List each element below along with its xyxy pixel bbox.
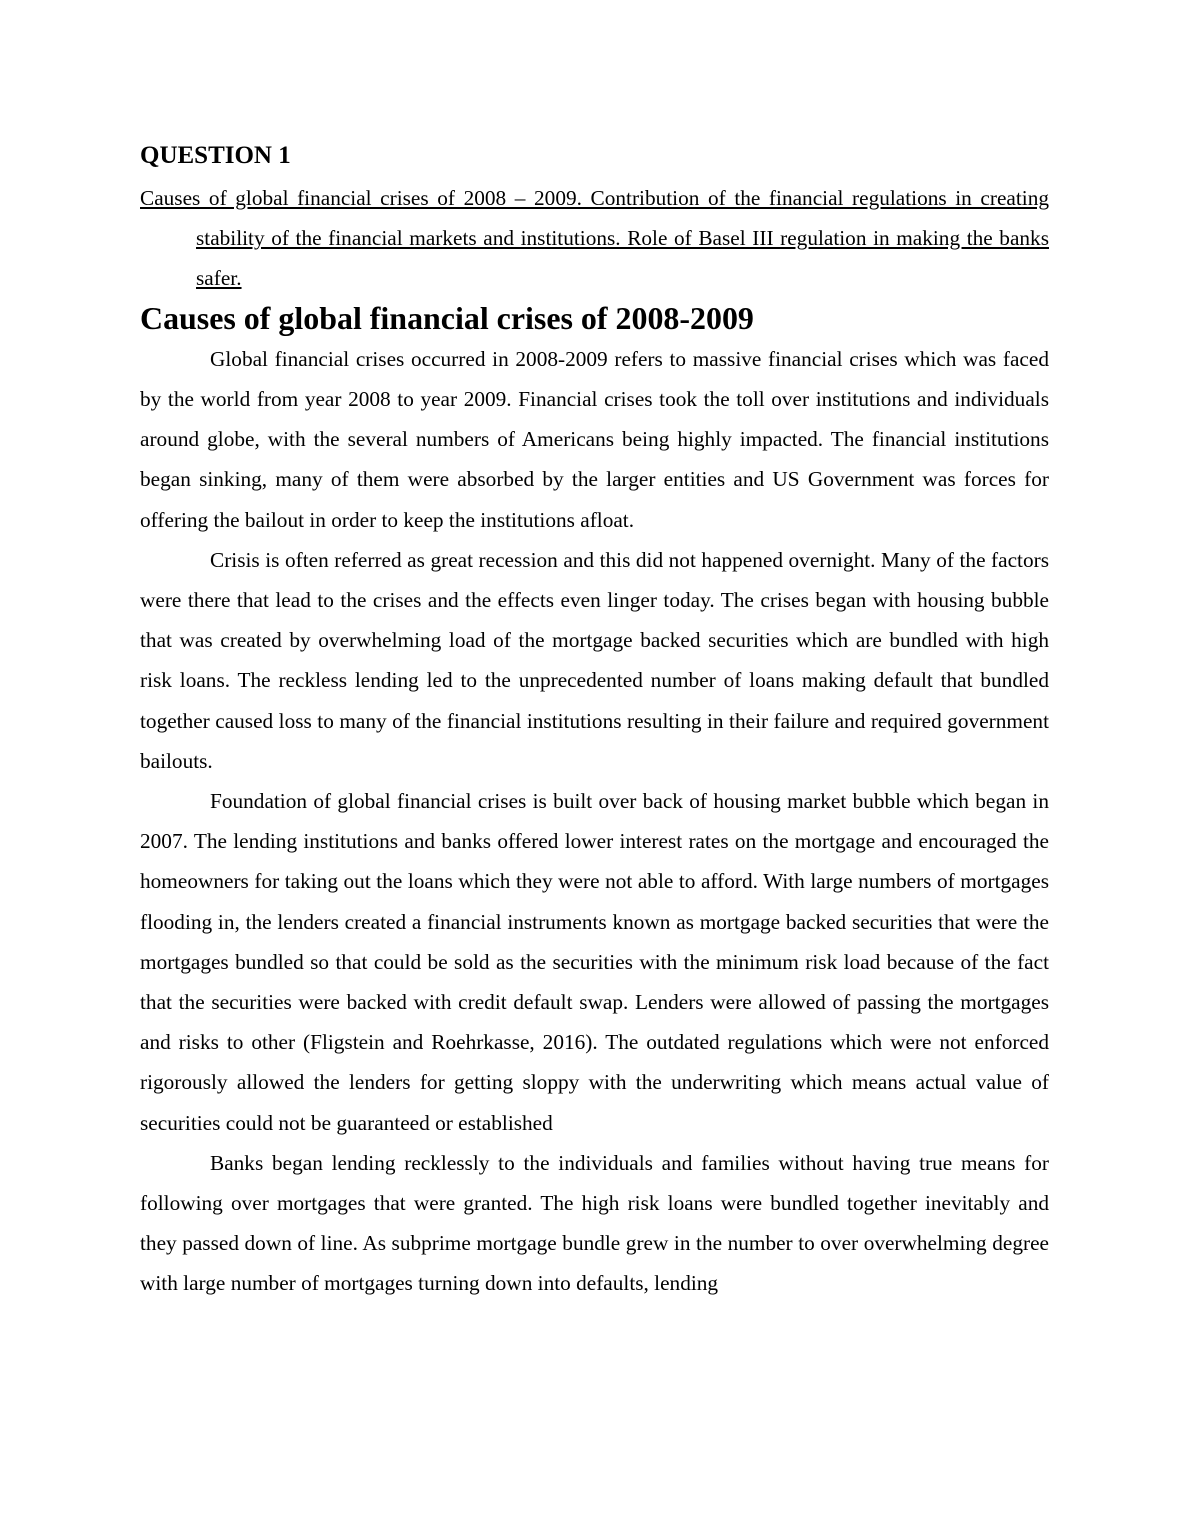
question-heading: QUESTION 1 — [140, 142, 291, 169]
body-paragraph: Foundation of global financial crises is built over back of housing market bubble which began in 2007. The lending institutions and banks offered lower interest rates on the mortgage and encouraged the homeowners for taking out the loans which they were not able to afford. With large numbers of mortgages flooding in, the lenders created a financial instruments known as mortgage backed securities that were the mortgages bundled so that could be sold as the securities with the minimum risk load because of the fact that the securities were backed with credit default swap. Lenders were allowed of passing the mortgages and risks to other (Fligstein and Roehrkasse, 2016). The outdated regulations which were not enforced rigorously allowed the lenders for getting sloppy with the underwriting which means actual value of securities could not be guaranteed or established — [140, 789, 1049, 1135]
body-paragraph: Crisis is often referred as great recession and this did not happened overnight. Many of the factors were there that lead to the crises and the effects even linger today. The crises began with housing bubble that was created by overwhelming load of the mortgage backed securities which are bundled with high risk loans. The reckless lending led to the unprecedented number of loans making default that bundled together caused loss to many of the financial institutions resulting in their failure and required government bailouts. — [140, 547, 1049, 773]
question-subtitle: Causes of global financial crises of 2008 – 2009. Contribution of the financial regulations in creating stability of the financial markets and institutions. Role of Basel III regulation in making the banks safer. — [140, 186, 1049, 291]
body-paragraph: Banks began lending recklessly to the individuals and families without having true means for following over mortgages that were granted. The high risk loans were bundled together inevitably and they passed down of line. As subprime mortgage bundle grew in the number to over overwhelming degree with large number of mortgages turning down into defaults, lending — [140, 1150, 1049, 1296]
section-heading: Causes of global financial crises of 2008-2009 — [140, 300, 754, 336]
document-page — [140, 134, 1049, 1304]
body-paragraph: Global financial crises occurred in 2008-2009 refers to massive financial crises which was faced by the world from year 2008 to year 2009. Financial crises took the toll over institutions and individuals around globe, with the several numbers of Americans being highly impacted. The financial institutions began sinking, many of them were absorbed by the larger entities and US Government was forces for offering the bailout in order to keep the institutions afloat. — [140, 346, 1049, 532]
